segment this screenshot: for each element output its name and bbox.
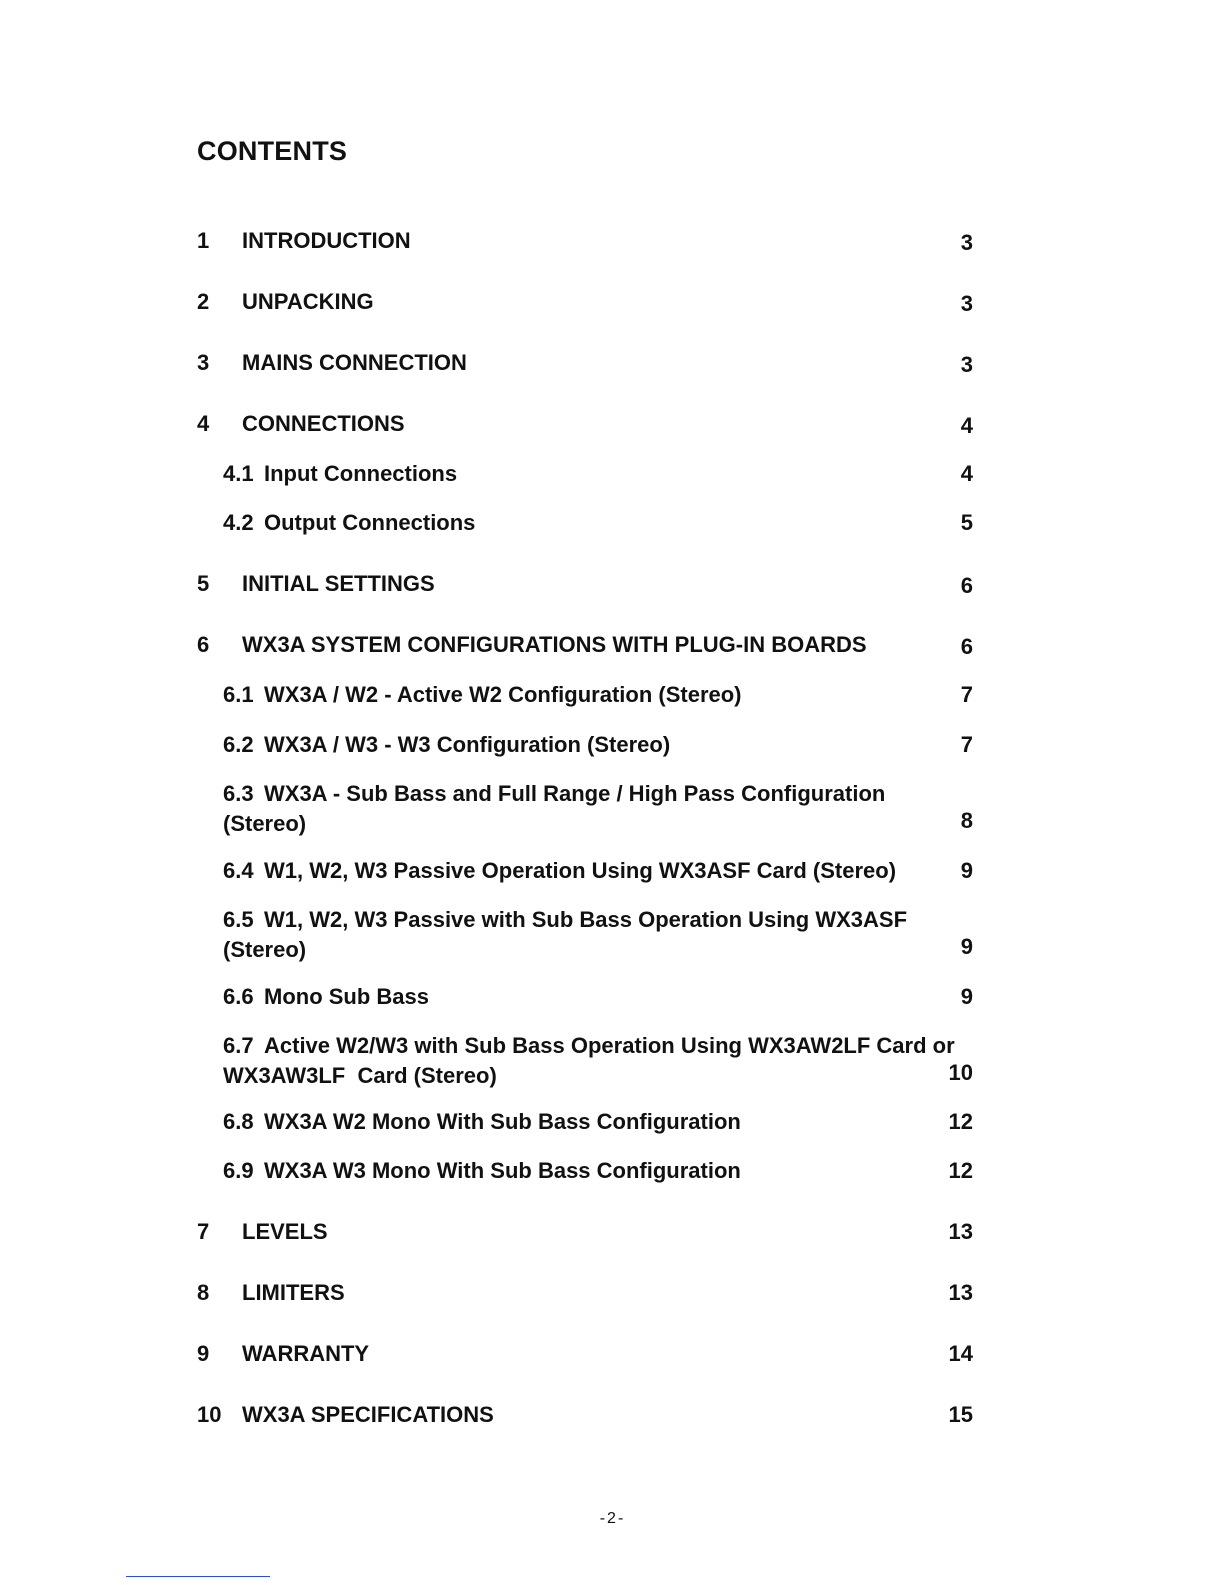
toc-section-number: 6 [197,632,210,657]
toc-section-label: INITIAL SETTINGS [242,571,435,596]
toc-page-number: 13 [948,1219,973,1244]
toc-page-number: 13 [948,1280,973,1305]
toc-entry-active-w2-w3-sub-bass[interactable] [223,1033,968,1089]
toc-page-number: 5 [960,510,973,535]
toc-section-label: INTRODUCTION [242,228,411,253]
toc-subsection-number: 6.5 [223,907,254,932]
page-number: -2- [599,1510,626,1527]
toc-page-number: 9 [960,858,973,883]
toc-page-number: 9 [960,934,973,959]
toc-section-number: 1 [197,228,210,253]
toc-section-label: WARRANTY [242,1341,370,1366]
toc-page-number: 6 [960,634,973,659]
toc-subsection-number: 6.1 [223,682,254,707]
toc-section-number: 2 [197,289,210,314]
toc-subsection [223,510,475,536]
toc-subsection [223,461,457,487]
toc-page-number: 3 [960,352,973,377]
toc-subsection-label: WX3A / W3 - W3 Configuration (Stereo) [264,732,671,757]
toc-subsection [223,732,670,758]
toc-subsection-number: 4.1 [223,461,254,486]
toc-page-number: 7 [960,682,973,707]
toc-section-label: UNPACKING [242,289,374,314]
toc-subsection-number: 6.7 [223,1033,254,1058]
toc-section-number: 10 [197,1402,222,1427]
toc-subsection-number: 6.8 [223,1109,254,1134]
toc-section-number: 7 [197,1219,210,1244]
toc-subsection [223,1109,741,1135]
toc-entry-passive-sub-bass[interactable] [223,907,983,963]
toc-section-number: 5 [197,571,210,596]
toc-subsection-number: 6.3 [223,781,254,806]
toc-subsection-label: W1, W2, W3 Passive with Sub Bass Operation Using WX3ASF [264,907,908,932]
toc-page-number: 4 [960,461,973,486]
toc-section-number: 4 [197,411,210,436]
toc-section-label: WX3A SPECIFICATIONS [242,1402,494,1427]
toc-entry-sub-bass-full-range[interactable] [223,781,983,837]
toc-page-number: 12 [948,1109,973,1134]
toc-subsection [223,682,742,708]
toc-page-number: 3 [960,230,973,255]
toc-subsection-number: 6.2 [223,732,254,757]
toc-page-number: 4 [960,413,973,438]
toc-subsection-line-1 [223,781,885,806]
toc-page-number: 9 [960,984,973,1009]
toc-subsection-label: Active W2/W3 with Sub Bass Operation Using WX3AW2LF Card or [264,1033,955,1058]
toc-subsection-number: 6.9 [223,1158,254,1183]
toc-page-number: 3 [960,291,973,316]
toc-page-number: 7 [960,732,973,757]
toc-subsection [223,858,896,884]
toc-section-label: CONNECTIONS [242,411,405,436]
toc-subsection-number: 4.2 [223,510,254,535]
toc-subsection-label: WX3A - Sub Bass and Full Range / High Pass Configuration [264,781,886,806]
toc-page-number: 14 [948,1341,973,1366]
toc-subsection-line-1 [223,1033,955,1058]
toc-subsection-number: 6.4 [223,858,254,883]
footer-divider [126,1576,270,1577]
toc-subsection [223,1158,741,1184]
toc-page-number: 12 [948,1158,973,1183]
toc-section-number: 3 [197,350,210,375]
toc-subsection [223,984,429,1010]
toc-page-number: 8 [960,808,973,833]
toc-page-number: 6 [960,573,973,598]
toc-subsection-label: Input Connections [264,461,458,486]
toc-section-label: LEVELS [242,1219,328,1244]
toc-subsection-line-1 [223,907,907,932]
toc-subsection-line-2: (Stereo) [223,937,307,962]
toc-section-label: LIMITERS [242,1280,345,1305]
toc-subsection-number: 6.6 [223,984,254,1009]
toc-section-number: 9 [197,1341,210,1366]
toc-page-number: 10 [948,1060,973,1085]
toc-subsection-label: WX3A W2 Mono With Sub Bass Configuration [264,1109,741,1134]
toc-page-number: 15 [948,1402,973,1427]
toc-section-label: MAINS CONNECTION [242,350,467,375]
toc-section-label: WX3A SYSTEM CONFIGURATIONS WITH PLUG-IN BOARDS [242,632,867,657]
toc-subsection-line-2: (Stereo) [223,811,307,836]
toc-subsection-label: WX3A W3 Mono With Sub Bass Configuration [264,1158,741,1183]
toc-subsection-label: Output Connections [264,510,476,535]
toc-subsection-label: Mono Sub Bass [264,984,430,1009]
toc-section-number: 8 [197,1280,210,1305]
toc-subsection-line-2: WX3AW3LF Card (Stereo) [223,1063,497,1088]
page-title: CONTENTS [197,136,348,166]
toc-subsection-label: W1, W2, W3 Passive Operation Using WX3ASF Card (Stereo) [264,858,897,883]
toc-subsection-label: WX3A / W2 - Active W2 Configuration (Stereo) [264,682,742,707]
